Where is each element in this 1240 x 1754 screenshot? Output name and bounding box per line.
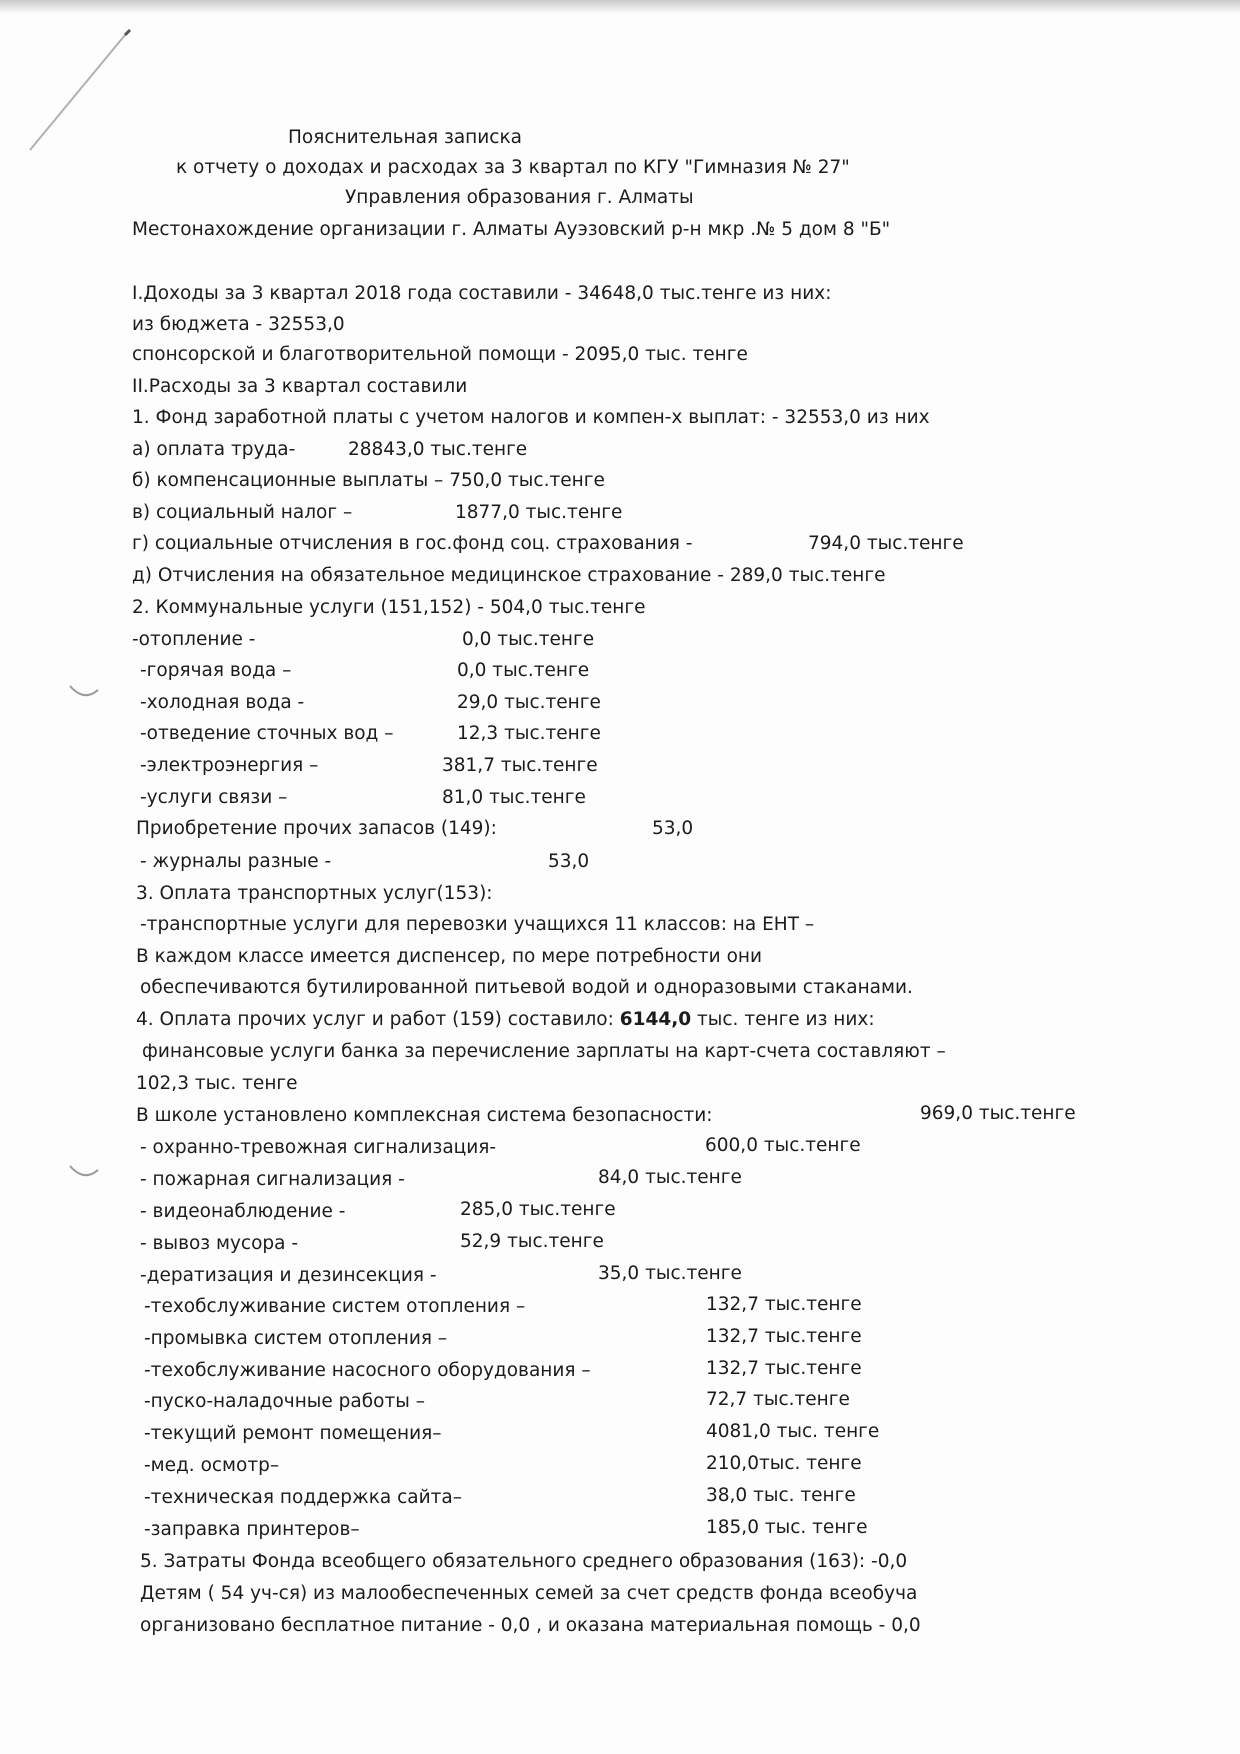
document-subtitle: к отчету о доходах и расходах за 3 квартал по КГУ "Гимназия № 27" xyxy=(176,157,850,178)
other-item-label: -техобслуживание насосного оборудования – xyxy=(144,1360,591,1381)
utilities-heading: 2. Коммунальные услуги (151,152) - 504,0 тыс.тенге xyxy=(132,597,646,618)
transport-line: -транспортные услуги для перевозки учащихся 11 классов: на ЕНТ – xyxy=(140,914,815,935)
payroll-item-label: д) Отчисления на обязательное медицинское страхование - 289,0 тыс.тенге xyxy=(132,565,886,586)
other-item-label: - вывоз мусора - xyxy=(140,1233,299,1254)
other-item-label: - видеонаблюдение - xyxy=(140,1201,346,1222)
document-title: Пояснительная записка xyxy=(288,127,522,148)
payroll-item-label: б) компенсационные выплаты – 750,0 тыс.тенге xyxy=(132,470,605,491)
utility-item-value: 0,0 тыс.тенге xyxy=(462,629,595,650)
income-budget: из бюджета - 32553,0 xyxy=(132,314,345,335)
income-heading: I.Доходы за 3 квартал 2018 года составили - 34648,0 тыс.тенге из них: xyxy=(132,283,832,304)
other-item-label: -пуско-наладочные работы – xyxy=(144,1391,425,1412)
income-sponsor: спонсорской и благотворительной помощи - 2095,0 тыс. тенге xyxy=(132,344,748,365)
utility-item-value: 29,0 тыс.тенге xyxy=(457,692,601,713)
other-item-value: 600,0 тыс.тенге xyxy=(705,1135,861,1156)
expenses-heading: II.Расходы за 3 квартал составили xyxy=(132,376,468,397)
payroll-item-label: в) социальный налог – xyxy=(132,502,353,523)
utility-item-label: -отопление - xyxy=(132,629,256,650)
other-services-heading: 4. Оплата прочих услуг и работ (159) составило: 6144,0 тыс. тенге из них: xyxy=(136,1009,875,1030)
payroll-item-label: а) оплата труда- xyxy=(132,439,296,460)
other-item-label: -мед. осмотр– xyxy=(144,1455,280,1476)
security-label: В школе установлено комплексная система безопасности: xyxy=(136,1105,713,1126)
other-item-value: 35,0 тыс.тенге xyxy=(598,1263,742,1284)
fund-line: Детям ( 54 уч-ся) из малообеспеченных семей за счет средств фонда всеобуча xyxy=(140,1583,918,1604)
other-item-value: 132,7 тыс.тенге xyxy=(706,1294,862,1315)
other-item-value: 285,0 тыс.тенге xyxy=(460,1199,616,1220)
other-item-label: -промывка систем отопления – xyxy=(144,1328,448,1349)
journals-label: - журналы разные - xyxy=(140,851,332,872)
other-item-value: 210,0тыс. тенге xyxy=(706,1453,862,1474)
other-item-value: 84,0 тыс.тенге xyxy=(598,1167,742,1188)
other-item-value: 52,9 тыс.тенге xyxy=(460,1231,604,1252)
bank-fees-line: финансовые услуги банка за перечисление зарплаты на карт-счета составляют – xyxy=(142,1041,946,1062)
other-services-total: 6144,0 xyxy=(619,1009,692,1030)
utility-item-value: 381,7 тыс.тенге xyxy=(442,755,598,776)
utility-item-value: 12,3 тыс.тенге xyxy=(457,723,601,744)
supplies-value: 53,0 xyxy=(652,818,694,839)
transport-heading: 3. Оплата транспортных услуг(153): xyxy=(136,883,493,904)
department-name: Управления образования г. Алматы xyxy=(345,187,694,208)
journals-value: 53,0 xyxy=(548,851,590,872)
other-item-value: 38,0 тыс. тенге xyxy=(706,1485,856,1506)
other-item-value: 132,7 тыс.тенге xyxy=(706,1326,862,1347)
payroll-heading: 1. Фонд заработной платы с учетом налогов и компен-х выплат: - 32553,0 из них xyxy=(132,407,930,428)
fund-heading: 5. Затраты Фонда всеобщего обязательного среднего образования (163): -0,0 xyxy=(140,1551,908,1572)
payroll-item-label: г) социальные отчисления в гос.фонд соц. страхования - xyxy=(132,533,693,554)
utility-item-label: -услуги связи – xyxy=(140,787,288,808)
other-item-value: 72,7 тыс.тенге xyxy=(706,1389,850,1410)
utility-item-label: -отведение сточных вод – xyxy=(140,723,394,744)
other-item-label: -техобслуживание систем отопления – xyxy=(144,1296,526,1317)
supplies-label: Приобретение прочих запасов (149): xyxy=(136,818,497,839)
utility-item-label: -горячая вода – xyxy=(140,660,292,681)
other-item-value: 185,0 тыс. тенге xyxy=(706,1517,868,1538)
other-item-label: - пожарная сигнализация - xyxy=(140,1169,405,1190)
payroll-item-value: 794,0 тыс.тенге xyxy=(808,533,964,554)
utility-item-label: -холодная вода - xyxy=(140,692,305,713)
other-item-label: -текущий ремонт помещения– xyxy=(144,1423,442,1444)
other-item-value: 132,7 тыс.тенге xyxy=(706,1358,862,1379)
utility-item-value: 81,0 тыс.тенге xyxy=(442,787,586,808)
fund-line: организовано бесплатное питание - 0,0 , и оказана материальная помощь - 0,0 xyxy=(140,1615,921,1636)
other-item-label: -дератизация и дезинсекция - xyxy=(140,1265,437,1286)
utility-item-label: -электроэнергия – xyxy=(140,755,319,776)
transport-line: В каждом классе имеется диспенсер, по мере потребности они xyxy=(136,946,763,967)
security-value: 969,0 тыс.тенге xyxy=(920,1103,1076,1124)
other-item-label: -заправка принтеров– xyxy=(144,1519,360,1540)
bank-fees-line: 102,3 тыс. тенге xyxy=(136,1073,298,1094)
other-item-label: - охранно-тревожная сигнализация- xyxy=(140,1137,497,1158)
other-item-value: 4081,0 тыс. тенге xyxy=(706,1421,880,1442)
transport-line: обеспечиваются бутилированной питьевой водой и одноразовыми стаканами. xyxy=(140,977,913,998)
organization-location: Местонахождение организации г. Алматы Ауэзовский р-н мкр .№ 5 дом 8 "Б" xyxy=(132,219,891,240)
utility-item-value: 0,0 тыс.тенге xyxy=(457,660,590,681)
other-item-label: -техническая поддержка сайта– xyxy=(144,1487,462,1508)
payroll-item-value: 28843,0 тыс.тенге xyxy=(348,439,528,460)
payroll-item-value: 1877,0 тыс.тенге xyxy=(455,502,623,523)
